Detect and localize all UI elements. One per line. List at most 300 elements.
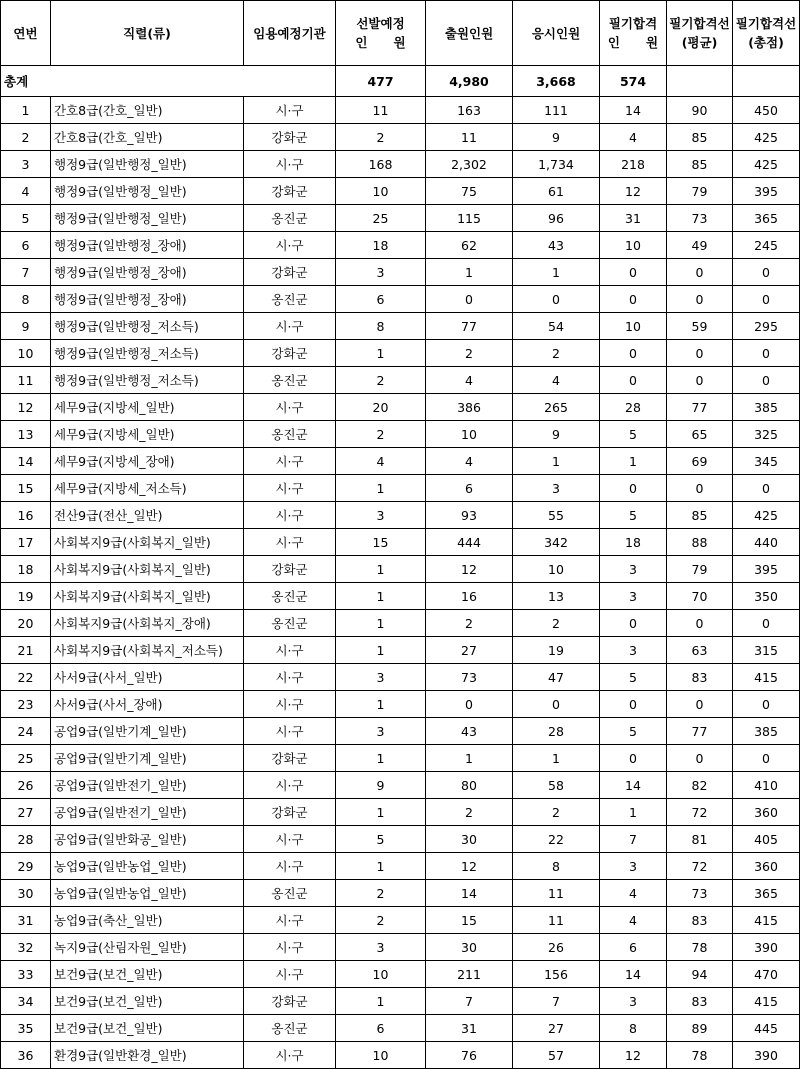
applicants-cell: 43 xyxy=(426,718,513,745)
header-passers-line1: 필기합격 xyxy=(608,16,658,31)
row-number-cell: 28 xyxy=(1,826,51,853)
header-applicants: 출원인원 xyxy=(426,1,513,66)
row-number-cell: 22 xyxy=(1,664,51,691)
cutoff-average-cell: 0 xyxy=(667,745,733,772)
selection-cell: 3 xyxy=(336,502,426,529)
cutoff-total-cell: 410 xyxy=(733,772,800,799)
examinees-cell: 54 xyxy=(513,313,600,340)
selection-cell: 15 xyxy=(336,529,426,556)
table-row xyxy=(1,475,800,502)
table-row xyxy=(1,151,800,178)
passers-cell: 4 xyxy=(600,880,667,907)
cutoff-total-cell: 0 xyxy=(733,691,800,718)
cutoff-average-cell: 69 xyxy=(667,448,733,475)
applicants-cell: 62 xyxy=(426,232,513,259)
cutoff-total-cell: 315 xyxy=(733,637,800,664)
selection-cell: 10 xyxy=(336,178,426,205)
passers-cell: 3 xyxy=(600,556,667,583)
cutoff-average-cell: 83 xyxy=(667,664,733,691)
examinees-cell: 2 xyxy=(513,340,600,367)
selection-cell: 2 xyxy=(336,907,426,934)
examinees-cell: 11 xyxy=(513,907,600,934)
cutoff-average-cell: 77 xyxy=(667,394,733,421)
examinees-cell: 57 xyxy=(513,1042,600,1069)
selection-cell: 1 xyxy=(336,988,426,1015)
agency-cell: 시·구 xyxy=(244,448,336,475)
position-cell: 사서9급(사서_장애) xyxy=(51,691,244,718)
examinees-cell: 19 xyxy=(513,637,600,664)
position-cell: 보건9급(보건_일반) xyxy=(51,1015,244,1042)
applicants-cell: 15 xyxy=(426,907,513,934)
table-row xyxy=(1,340,800,367)
row-number-cell: 14 xyxy=(1,448,51,475)
applicants-cell: 4 xyxy=(426,448,513,475)
cutoff-total-cell: 295 xyxy=(733,313,800,340)
agency-cell: 시·구 xyxy=(244,664,336,691)
passers-cell: 0 xyxy=(600,286,667,313)
row-number-cell: 15 xyxy=(1,475,51,502)
cutoff-total-cell: 425 xyxy=(733,502,800,529)
agency-cell: 옹진군 xyxy=(244,880,336,907)
row-number-cell: 1 xyxy=(1,97,51,124)
table-row xyxy=(1,367,800,394)
cutoff-total-cell: 405 xyxy=(733,826,800,853)
cutoff-average-cell: 77 xyxy=(667,718,733,745)
cutoff-total-cell: 415 xyxy=(733,988,800,1015)
table-row xyxy=(1,664,800,691)
row-number-cell: 17 xyxy=(1,529,51,556)
passers-cell: 14 xyxy=(600,772,667,799)
passers-cell: 8 xyxy=(600,1015,667,1042)
position-cell: 농업9급(축산_일반) xyxy=(51,907,244,934)
cutoff-total-cell: 0 xyxy=(733,610,800,637)
selection-cell: 1 xyxy=(336,637,426,664)
table-row xyxy=(1,853,800,880)
cutoff-average-cell: 83 xyxy=(667,907,733,934)
passers-cell: 0 xyxy=(600,259,667,286)
cutoff-average-cell: 79 xyxy=(667,178,733,205)
row-number-cell: 10 xyxy=(1,340,51,367)
passers-cell: 7 xyxy=(600,826,667,853)
row-number-cell: 33 xyxy=(1,961,51,988)
table-row xyxy=(1,880,800,907)
position-cell: 세무9급(지방세_일반) xyxy=(51,421,244,448)
passers-cell: 0 xyxy=(600,367,667,394)
selection-cell: 18 xyxy=(336,232,426,259)
cutoff-average-cell: 0 xyxy=(667,367,733,394)
position-cell: 행정9급(일반행정_저소득) xyxy=(51,367,244,394)
total-selection: 477 xyxy=(336,66,426,97)
applicants-cell: 386 xyxy=(426,394,513,421)
passers-cell: 6 xyxy=(600,934,667,961)
table-row xyxy=(1,124,800,151)
position-cell: 행정9급(일반행정_장애) xyxy=(51,259,244,286)
cutoff-total-cell: 390 xyxy=(733,1042,800,1069)
examinees-cell: 2 xyxy=(513,610,600,637)
cutoff-average-cell: 0 xyxy=(667,259,733,286)
cutoff-average-cell: 70 xyxy=(667,583,733,610)
cutoff-total-cell: 395 xyxy=(733,178,800,205)
table-row xyxy=(1,691,800,718)
cutoff-total-cell: 345 xyxy=(733,448,800,475)
passers-cell: 0 xyxy=(600,475,667,502)
applicants-cell: 211 xyxy=(426,961,513,988)
cutoff-total-cell: 360 xyxy=(733,853,800,880)
passers-cell: 0 xyxy=(600,340,667,367)
agency-cell: 시·구 xyxy=(244,151,336,178)
table-row xyxy=(1,1015,800,1042)
agency-cell: 강화군 xyxy=(244,799,336,826)
position-cell: 보건9급(보건_일반) xyxy=(51,988,244,1015)
agency-cell: 강화군 xyxy=(244,259,336,286)
selection-cell: 9 xyxy=(336,772,426,799)
selection-cell: 1 xyxy=(336,745,426,772)
position-cell: 사회복지9급(사회복지_일반) xyxy=(51,583,244,610)
cutoff-total-cell: 325 xyxy=(733,421,800,448)
selection-cell: 1 xyxy=(336,583,426,610)
cutoff-average-cell: 63 xyxy=(667,637,733,664)
examinees-cell: 342 xyxy=(513,529,600,556)
header-selection-line2: 인 원 xyxy=(355,35,406,50)
applicants-cell: 80 xyxy=(426,772,513,799)
applicants-cell: 444 xyxy=(426,529,513,556)
row-number-cell: 24 xyxy=(1,718,51,745)
examinees-cell: 2 xyxy=(513,799,600,826)
cutoff-total-cell: 0 xyxy=(733,745,800,772)
position-cell: 녹지9급(산림자원_일반) xyxy=(51,934,244,961)
row-number-cell: 6 xyxy=(1,232,51,259)
passers-cell: 5 xyxy=(600,718,667,745)
selection-cell: 1 xyxy=(336,853,426,880)
agency-cell: 시·구 xyxy=(244,1042,336,1069)
selection-cell: 2 xyxy=(336,880,426,907)
agency-cell: 강화군 xyxy=(244,340,336,367)
total-passers: 574 xyxy=(600,66,667,97)
agency-cell: 시·구 xyxy=(244,907,336,934)
agency-cell: 옹진군 xyxy=(244,421,336,448)
agency-cell: 옹진군 xyxy=(244,286,336,313)
examinees-cell: 47 xyxy=(513,664,600,691)
passers-cell: 1 xyxy=(600,799,667,826)
examinees-cell: 11 xyxy=(513,880,600,907)
agency-cell: 시·구 xyxy=(244,772,336,799)
agency-cell: 강화군 xyxy=(244,745,336,772)
examinees-cell: 1 xyxy=(513,448,600,475)
examinees-cell: 7 xyxy=(513,988,600,1015)
cutoff-average-cell: 0 xyxy=(667,475,733,502)
header-passers xyxy=(600,1,667,66)
cutoff-average-cell: 85 xyxy=(667,124,733,151)
examinees-cell: 8 xyxy=(513,853,600,880)
cutoff-total-cell: 385 xyxy=(733,394,800,421)
passers-cell: 28 xyxy=(600,394,667,421)
selection-cell: 1 xyxy=(336,556,426,583)
row-number-cell: 19 xyxy=(1,583,51,610)
examinees-cell: 43 xyxy=(513,232,600,259)
table-row xyxy=(1,394,800,421)
row-number-cell: 2 xyxy=(1,124,51,151)
passers-cell: 14 xyxy=(600,97,667,124)
cutoff-average-cell: 81 xyxy=(667,826,733,853)
examinees-cell: 1,734 xyxy=(513,151,600,178)
cutoff-average-cell: 0 xyxy=(667,691,733,718)
table-row xyxy=(1,826,800,853)
examinees-cell: 96 xyxy=(513,205,600,232)
agency-cell: 강화군 xyxy=(244,178,336,205)
position-cell: 공업9급(일반기계_일반) xyxy=(51,718,244,745)
selection-cell: 4 xyxy=(336,448,426,475)
cutoff-average-cell: 78 xyxy=(667,934,733,961)
passers-cell: 12 xyxy=(600,1042,667,1069)
examinees-cell: 4 xyxy=(513,367,600,394)
position-cell: 농업9급(일반농업_일반) xyxy=(51,853,244,880)
passers-cell: 18 xyxy=(600,529,667,556)
table-row xyxy=(1,529,800,556)
row-number-cell: 29 xyxy=(1,853,51,880)
table-row xyxy=(1,286,800,313)
applicants-cell: 30 xyxy=(426,826,513,853)
row-number-cell: 23 xyxy=(1,691,51,718)
cutoff-average-cell: 85 xyxy=(667,502,733,529)
passers-cell: 14 xyxy=(600,961,667,988)
examinees-cell: 13 xyxy=(513,583,600,610)
agency-cell: 강화군 xyxy=(244,556,336,583)
table-row xyxy=(1,988,800,1015)
table-row xyxy=(1,745,800,772)
selection-cell: 1 xyxy=(336,610,426,637)
selection-cell: 10 xyxy=(336,961,426,988)
applicants-cell: 93 xyxy=(426,502,513,529)
position-cell: 행정9급(일반행정_일반) xyxy=(51,178,244,205)
row-number-cell: 25 xyxy=(1,745,51,772)
applicants-cell: 1 xyxy=(426,745,513,772)
header-position: 직렬(류) xyxy=(51,1,244,66)
table-row xyxy=(1,178,800,205)
cutoff-average-cell: 73 xyxy=(667,205,733,232)
selection-cell: 168 xyxy=(336,151,426,178)
cutoff-average-cell: 73 xyxy=(667,880,733,907)
selection-cell: 6 xyxy=(336,286,426,313)
applicants-cell: 163 xyxy=(426,97,513,124)
position-cell: 세무9급(지방세_일반) xyxy=(51,394,244,421)
row-number-cell: 9 xyxy=(1,313,51,340)
table-row xyxy=(1,1042,800,1069)
passers-cell: 5 xyxy=(600,421,667,448)
position-cell: 행정9급(일반행정_일반) xyxy=(51,205,244,232)
cutoff-average-cell: 94 xyxy=(667,961,733,988)
row-number-cell: 7 xyxy=(1,259,51,286)
table-row xyxy=(1,313,800,340)
selection-cell: 3 xyxy=(336,259,426,286)
header-cutoff-total-line2: (총점) xyxy=(748,35,784,50)
selection-cell: 3 xyxy=(336,934,426,961)
agency-cell: 시·구 xyxy=(244,961,336,988)
selection-cell: 5 xyxy=(336,826,426,853)
header-cutoff-average xyxy=(667,1,733,66)
cutoff-average-cell: 0 xyxy=(667,286,733,313)
agency-cell: 옹진군 xyxy=(244,610,336,637)
applicants-cell: 16 xyxy=(426,583,513,610)
table-row xyxy=(1,718,800,745)
selection-cell: 11 xyxy=(336,97,426,124)
selection-cell: 20 xyxy=(336,394,426,421)
selection-cell: 1 xyxy=(336,475,426,502)
total-applicants: 4,980 xyxy=(426,66,513,97)
agency-cell: 시·구 xyxy=(244,502,336,529)
cutoff-average-cell: 83 xyxy=(667,988,733,1015)
row-number-cell: 27 xyxy=(1,799,51,826)
agency-cell: 시·구 xyxy=(244,718,336,745)
agency-cell: 시·구 xyxy=(244,691,336,718)
cutoff-average-cell: 59 xyxy=(667,313,733,340)
position-cell: 공업9급(일반화공_일반) xyxy=(51,826,244,853)
applicants-cell: 73 xyxy=(426,664,513,691)
position-cell: 세무9급(지방세_저소득) xyxy=(51,475,244,502)
table-row xyxy=(1,205,800,232)
applicants-cell: 11 xyxy=(426,124,513,151)
agency-cell: 옹진군 xyxy=(244,1015,336,1042)
passers-cell: 3 xyxy=(600,583,667,610)
applicants-cell: 27 xyxy=(426,637,513,664)
row-number-cell: 21 xyxy=(1,637,51,664)
examinees-cell: 0 xyxy=(513,691,600,718)
applicants-cell: 115 xyxy=(426,205,513,232)
agency-cell: 옹진군 xyxy=(244,583,336,610)
header-examinees: 응시인원 xyxy=(513,1,600,66)
table-row xyxy=(1,97,800,124)
examinees-cell: 58 xyxy=(513,772,600,799)
cutoff-total-cell: 0 xyxy=(733,367,800,394)
applicants-cell: 0 xyxy=(426,286,513,313)
cutoff-total-cell: 425 xyxy=(733,124,800,151)
applicants-cell: 14 xyxy=(426,880,513,907)
cutoff-total-cell: 415 xyxy=(733,907,800,934)
cutoff-total-cell: 0 xyxy=(733,475,800,502)
position-cell: 행정9급(일반행정_저소득) xyxy=(51,313,244,340)
position-cell: 전산9급(전산_일반) xyxy=(51,502,244,529)
cutoff-average-cell: 72 xyxy=(667,799,733,826)
cutoff-average-cell: 88 xyxy=(667,529,733,556)
examinees-cell: 27 xyxy=(513,1015,600,1042)
cutoff-total-cell: 470 xyxy=(733,961,800,988)
table-row xyxy=(1,799,800,826)
agency-cell: 시·구 xyxy=(244,97,336,124)
table-row xyxy=(1,259,800,286)
table-row xyxy=(1,934,800,961)
cutoff-total-cell: 0 xyxy=(733,340,800,367)
table-row xyxy=(1,772,800,799)
total-examinees: 3,668 xyxy=(513,66,600,97)
header-row xyxy=(1,1,800,66)
cutoff-total-cell: 365 xyxy=(733,205,800,232)
applicants-cell: 2,302 xyxy=(426,151,513,178)
row-number-cell: 26 xyxy=(1,772,51,799)
row-number-cell: 13 xyxy=(1,421,51,448)
position-cell: 간호8급(간호_일반) xyxy=(51,97,244,124)
selection-cell: 25 xyxy=(336,205,426,232)
cutoff-average-cell: 82 xyxy=(667,772,733,799)
selection-cell: 2 xyxy=(336,421,426,448)
position-cell: 사회복지9급(사회복지_일반) xyxy=(51,556,244,583)
cutoff-average-cell: 85 xyxy=(667,151,733,178)
position-cell: 사회복지9급(사회복지_장애) xyxy=(51,610,244,637)
position-cell: 보건9급(보건_일반) xyxy=(51,961,244,988)
cutoff-total-cell: 425 xyxy=(733,151,800,178)
examinees-cell: 28 xyxy=(513,718,600,745)
cutoff-average-cell: 0 xyxy=(667,340,733,367)
header-agency: 임용예정기관 xyxy=(244,1,336,66)
applicants-cell: 12 xyxy=(426,556,513,583)
row-number-cell: 31 xyxy=(1,907,51,934)
table-row xyxy=(1,610,800,637)
cutoff-average-cell: 49 xyxy=(667,232,733,259)
examinees-cell: 22 xyxy=(513,826,600,853)
agency-cell: 시·구 xyxy=(244,934,336,961)
agency-cell: 시·구 xyxy=(244,529,336,556)
row-number-cell: 8 xyxy=(1,286,51,313)
passers-cell: 0 xyxy=(600,610,667,637)
cutoff-average-cell: 78 xyxy=(667,1042,733,1069)
applicants-cell: 10 xyxy=(426,421,513,448)
passers-cell: 3 xyxy=(600,988,667,1015)
position-cell: 공업9급(일반전기_일반) xyxy=(51,799,244,826)
selection-cell: 3 xyxy=(336,718,426,745)
cutoff-total-cell: 440 xyxy=(733,529,800,556)
passers-cell: 4 xyxy=(600,124,667,151)
applicants-cell: 76 xyxy=(426,1042,513,1069)
header-cutoff-total-line1: 필기합격선 xyxy=(735,16,797,31)
header-no: 연번 xyxy=(1,1,51,66)
applicants-cell: 2 xyxy=(426,340,513,367)
header-cutoff-average-line2: (평균) xyxy=(681,35,718,50)
cutoff-total-cell: 365 xyxy=(733,880,800,907)
passers-cell: 10 xyxy=(600,232,667,259)
applicants-cell: 2 xyxy=(426,799,513,826)
row-number-cell: 3 xyxy=(1,151,51,178)
examinees-cell: 61 xyxy=(513,178,600,205)
selection-cell: 1 xyxy=(336,340,426,367)
cutoff-average-cell: 72 xyxy=(667,853,733,880)
applicants-cell: 4 xyxy=(426,367,513,394)
applicants-cell: 2 xyxy=(426,610,513,637)
cutoff-total-cell: 385 xyxy=(733,718,800,745)
table-row xyxy=(1,556,800,583)
agency-cell: 시·구 xyxy=(244,313,336,340)
examinees-cell: 1 xyxy=(513,745,600,772)
agency-cell: 옹진군 xyxy=(244,205,336,232)
examinees-cell: 9 xyxy=(513,124,600,151)
examinees-cell: 3 xyxy=(513,475,600,502)
position-cell: 공업9급(일반전기_일반) xyxy=(51,772,244,799)
position-cell: 농업9급(일반농업_일반) xyxy=(51,880,244,907)
cutoff-average-cell: 79 xyxy=(667,556,733,583)
examinees-cell: 26 xyxy=(513,934,600,961)
cutoff-total-cell: 415 xyxy=(733,664,800,691)
applicants-cell: 75 xyxy=(426,178,513,205)
table-row xyxy=(1,907,800,934)
passers-cell: 218 xyxy=(600,151,667,178)
position-cell: 사회복지9급(사회복지_저소득) xyxy=(51,637,244,664)
row-number-cell: 35 xyxy=(1,1015,51,1042)
passers-cell: 5 xyxy=(600,502,667,529)
passers-cell: 10 xyxy=(600,313,667,340)
table-row xyxy=(1,637,800,664)
examinees-cell: 0 xyxy=(513,286,600,313)
passers-cell: 0 xyxy=(600,745,667,772)
cutoff-total-cell: 445 xyxy=(733,1015,800,1042)
position-cell: 사회복지9급(사회복지_일반) xyxy=(51,529,244,556)
position-cell: 간호8급(간호_일반) xyxy=(51,124,244,151)
